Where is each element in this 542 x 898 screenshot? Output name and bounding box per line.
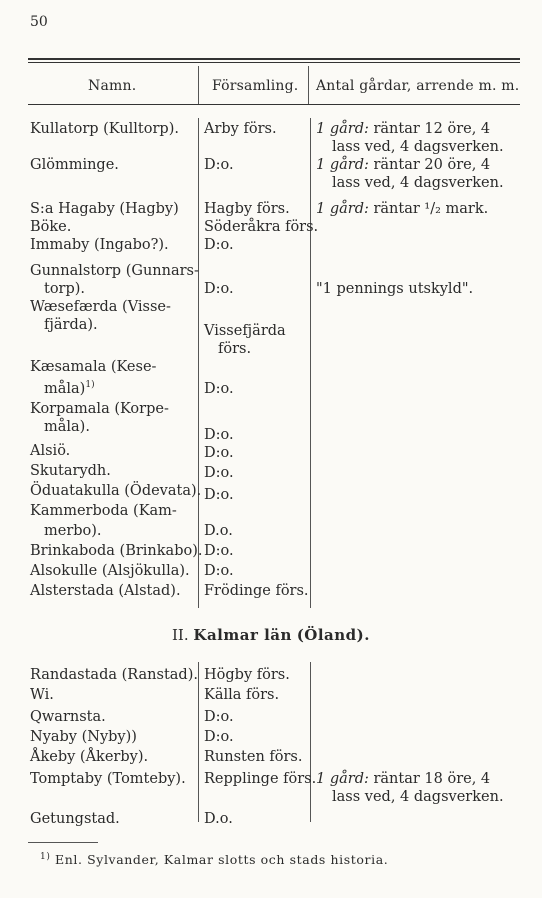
row-parish: D:o. [204, 729, 234, 745]
top-rule-thin [28, 62, 520, 63]
row-parish: D:o. [204, 543, 234, 559]
col-divider [310, 662, 311, 822]
row-parish: D:o. [204, 445, 234, 461]
col-divider [198, 118, 199, 608]
row-parish: D:o. [204, 709, 234, 725]
row-parish: D:o. [204, 381, 234, 397]
top-rule [28, 58, 520, 60]
col-divider [308, 66, 309, 104]
row-name: Alsokulle (Alsjökulla). [30, 563, 190, 579]
row-info: 1 gård: räntar 12 öre, 4 [316, 121, 491, 137]
row-name: Kæsamala (Kese- [30, 359, 157, 375]
row-name: Gunnalstorp (Gunnars- [30, 263, 199, 279]
row-name: Brinkaboda (Brinkabo). [30, 543, 203, 559]
row-name: Randastada (Ranstad). [30, 667, 198, 683]
row-parish: Vissefjärda [204, 323, 286, 339]
row-parish: D:o. [204, 487, 234, 503]
col-divider [310, 118, 311, 608]
col-divider [198, 66, 199, 104]
row-name: Tomptaby (Tomteby). [30, 771, 186, 787]
row-parish: D:o. [204, 427, 234, 443]
row-parish: D.o. [204, 523, 233, 539]
footnote-rule [28, 842, 98, 843]
header-parish: Församling. [212, 78, 299, 94]
row-name: Wi. [30, 687, 54, 703]
row-info-cont: lass ved, 4 dagsverken. [332, 789, 504, 805]
col-divider [198, 662, 199, 822]
row-name: Glömminge. [30, 157, 119, 173]
row-name: Kammerboda (Kam- [30, 503, 177, 519]
header-info: Antal gårdar, arrende m. m. [316, 78, 520, 94]
row-parish: D:o. [204, 157, 234, 173]
row-info-cont: lass ved, 4 dagsverken. [332, 139, 504, 155]
row-name: Åkeby (Åkerby). [30, 749, 149, 765]
page-number: 50 [30, 14, 48, 30]
row-info: 1 gård: räntar 18 öre, 4 [316, 771, 491, 787]
row-name-cont: merbo). [44, 523, 102, 539]
row-parish: D:o. [204, 563, 234, 579]
row-name-cont: måla)$^{1)}$ [44, 380, 95, 397]
section-heading: II. Kalmar län (Öland). [172, 626, 370, 644]
row-info-cont: lass ved, 4 dagsverken. [332, 175, 504, 191]
row-name: Getungstad. [30, 811, 120, 827]
row-parish: D:o. [204, 281, 234, 297]
row-parish: Runsten förs. [204, 749, 303, 765]
row-name: Alsiö. [30, 443, 71, 459]
row-parish: Hagby förs. [204, 201, 290, 217]
row-parish: D:o. [204, 465, 234, 481]
footnote-ref: 1) [85, 380, 95, 390]
footnote: $^{1)}$ Enl. Sylvander, Kalmar slotts och stads historia. [40, 852, 389, 868]
row-name-cont: måla). [44, 419, 90, 435]
row-parish: Högby förs. [204, 667, 290, 683]
row-parish: Arby förs. [204, 121, 277, 137]
row-parish-cont: förs. [218, 341, 252, 357]
row-name: Böke. [30, 219, 72, 235]
row-parish: Frödinge förs. [204, 583, 309, 599]
header-rule [28, 104, 520, 105]
row-info: "1 pennings utskyld". [316, 281, 474, 297]
row-name: Öduatakulla (Ödevata). [30, 483, 202, 499]
row-info: 1 gård: räntar ¹/₂ mark. [316, 201, 489, 217]
section-subtitle: (Öland). [296, 626, 370, 644]
row-name: Immaby (Ingabo?). [30, 237, 169, 253]
row-name: Wæsefærda (Visse- [30, 299, 171, 315]
section-title: Kalmar län [193, 626, 292, 644]
header-name: Namn. [88, 78, 137, 94]
row-parish: Repplinge förs. [204, 771, 317, 787]
row-name: Alsterstada (Alstad). [30, 583, 181, 599]
row-name: Korpamala (Korpe- [30, 401, 169, 417]
row-parish: Söderåkra förs. [204, 219, 319, 235]
row-name: S:a Hagaby (Hagby) [30, 201, 179, 217]
row-info: 1 gård: räntar 20 öre, 4 [316, 157, 491, 173]
row-parish: Källa förs. [204, 687, 280, 703]
row-name: Kullatorp (Kulltorp). [30, 121, 179, 137]
row-name-cont: torp). [44, 281, 86, 297]
row-name-cont: fjärda). [44, 317, 98, 333]
row-name: Skutarydh. [30, 463, 111, 479]
row-name: Nyaby (Nyby)) [30, 729, 137, 745]
row-parish: D:o. [204, 237, 234, 253]
row-name: Qwarnsta. [30, 709, 106, 725]
row-parish: D.o. [204, 811, 233, 827]
